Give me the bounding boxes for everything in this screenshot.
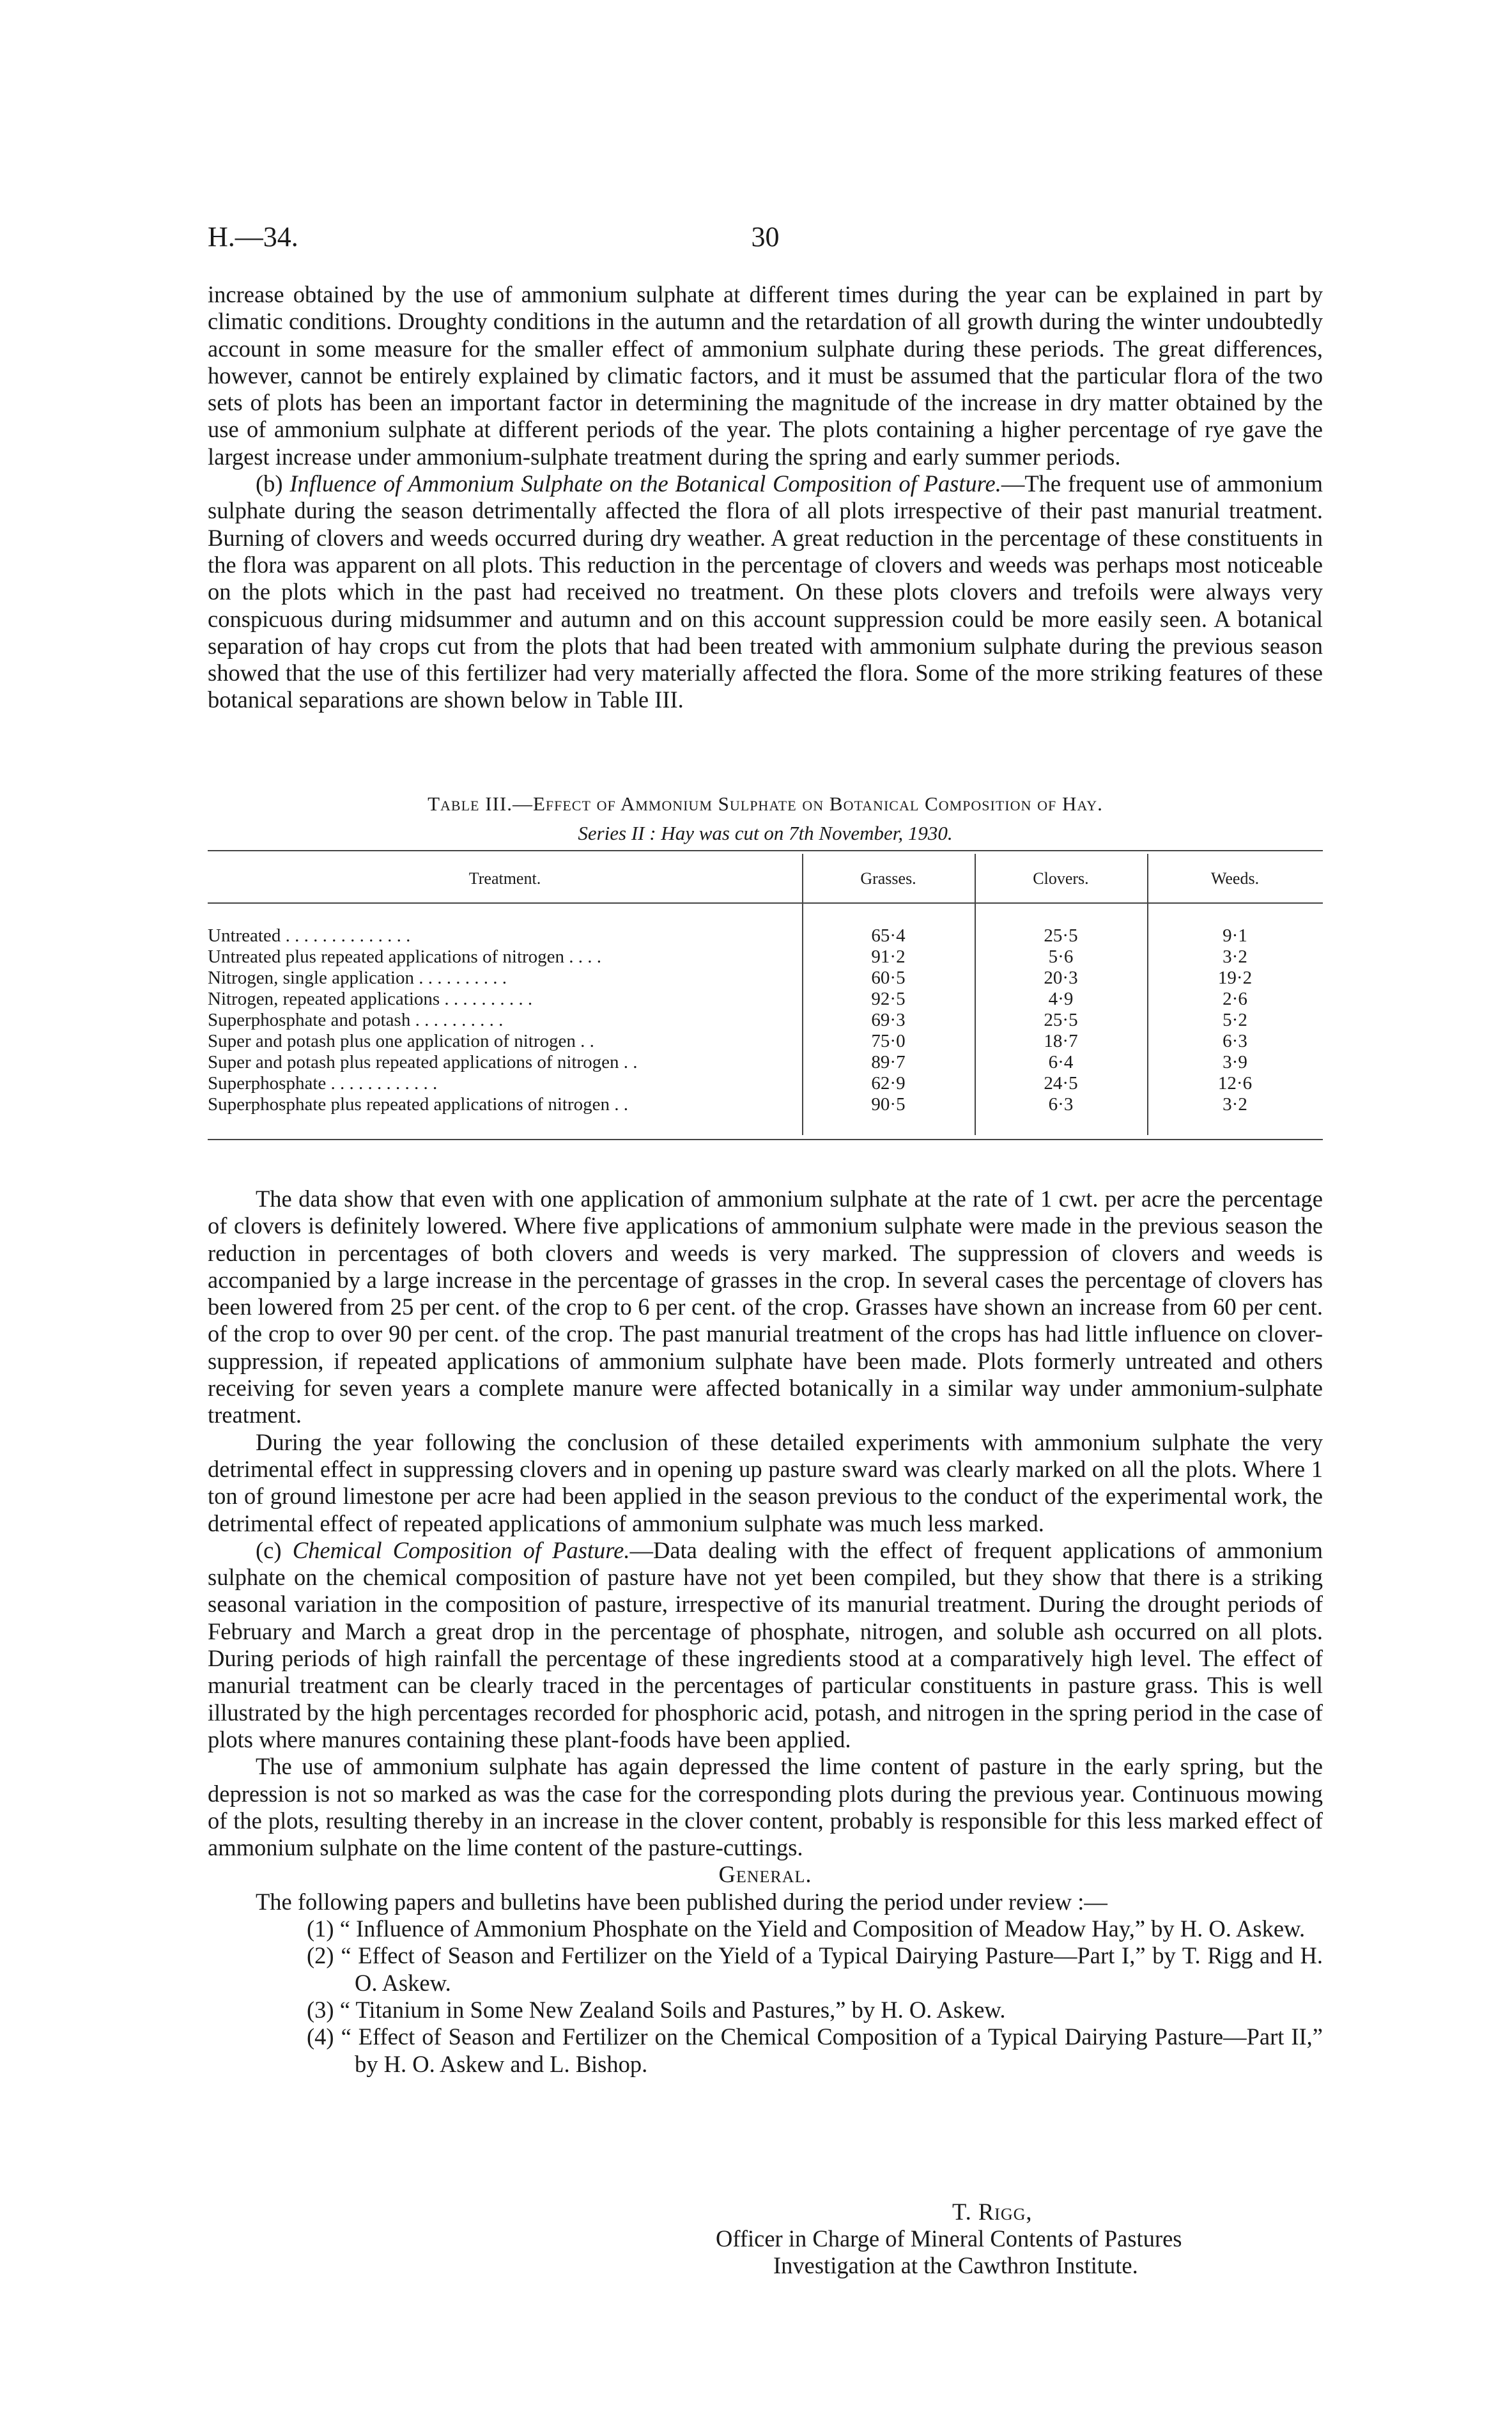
treatment-cell: Nitrogen, single application . . . . . . . . . . bbox=[208, 968, 507, 988]
clovers-cell: 6·3 bbox=[1048, 1094, 1074, 1115]
treatment-cell: Super and potash plus repeated applications of nitrogen . . bbox=[208, 1052, 638, 1072]
treatment-cell: Nitrogen, repeated applications . . . . . . . . . . bbox=[208, 989, 533, 1009]
table-row bbox=[208, 947, 1323, 968]
weeds-cell: 2·6 bbox=[1223, 989, 1247, 1009]
upper-text-block bbox=[208, 281, 1323, 714]
clovers-cell: 6·4 bbox=[1048, 1052, 1074, 1072]
section-c-paragraph bbox=[208, 1537, 1323, 1753]
page-number: 30 bbox=[751, 221, 780, 252]
clovers-cell: 5·6 bbox=[1048, 947, 1074, 967]
table-row bbox=[208, 1010, 1323, 1031]
publication-item bbox=[208, 1915, 1323, 1942]
clovers-cell: 18·7 bbox=[1044, 1031, 1078, 1051]
grasses-cell: 89·7 bbox=[871, 1052, 906, 1072]
column-header-clovers: Clovers. bbox=[1033, 869, 1089, 888]
table-row bbox=[208, 1094, 1323, 1115]
publication-item bbox=[208, 1997, 1323, 2023]
during-year-paragraph: During the year following the conclusion of these detailed experiments with ammonium sulphate the very detrimental effect in suppressing clovers and in opening up pasture sward was clearly marked on all the plots. Where 1 ton of ground limestone per acre had been applied in the season previous to the conduct of the experimental work, the detrimental effect of repeated applications of ammonium sulphate was much less marked. bbox=[208, 1428, 1323, 1536]
column-header-grasses: Grasses. bbox=[860, 869, 916, 888]
publication-item bbox=[208, 2023, 1323, 2078]
signature-name: T. Rigg, bbox=[952, 2199, 1033, 2225]
grasses-cell: 65·4 bbox=[871, 925, 906, 946]
publication-item bbox=[208, 1942, 1323, 1997]
grasses-cell: 75·0 bbox=[871, 1031, 906, 1051]
clovers-cell: 25·5 bbox=[1044, 1010, 1078, 1030]
section-b-paragraph bbox=[208, 470, 1323, 714]
treatment-cell: Untreated . . . . . . . . . . . . . . bbox=[208, 925, 411, 946]
section-c-label: (c) bbox=[256, 1536, 293, 1563]
weeds-cell: 9·1 bbox=[1223, 925, 1247, 946]
clovers-cell: 4·9 bbox=[1048, 989, 1074, 1009]
signature-title-line1: Officer in Charge of Mineral Contents of Pastures bbox=[716, 2225, 1182, 2252]
grasses-cell: 69·3 bbox=[871, 1010, 906, 1030]
table-row bbox=[208, 1052, 1323, 1073]
general-heading: General. bbox=[718, 1861, 812, 1888]
publication-number: (4) bbox=[307, 2023, 334, 2050]
table-row bbox=[208, 1073, 1323, 1094]
table-bottom-rule bbox=[208, 1139, 1323, 1140]
weeds-cell: 3·2 bbox=[1223, 1094, 1247, 1115]
grasses-cell: 62·9 bbox=[871, 1073, 906, 1094]
weeds-cell: 5·2 bbox=[1223, 1010, 1247, 1030]
section-c-heading: Chemical Composition of Pasture. bbox=[292, 1536, 630, 1563]
table-row bbox=[208, 1031, 1323, 1052]
weeds-cell: 12·6 bbox=[1217, 1073, 1253, 1094]
table-row bbox=[208, 925, 1323, 947]
table-title: Table III.—Effect of Ammonium Sulphate on Botanical Composition of Hay. bbox=[428, 793, 1103, 815]
intro-paragraph: increase obtained by the use of ammonium sulphate at different times during the year can be explained in part by climatic conditions. Droughty conditions in the autumn and the retardation of all growth during the winter undoubtedly account in some measure for the smaller effect of ammonium sulphate during these periods. The great differences, however, cannot be entirely explained by climatic factors, and it must be assumed that the particular flora of the two sets of plots has been an important factor in determining the magnitude of the increase in dry matter obtained by the use of ammonium sulphate at different periods of the year. The plots containing a higher percentage of rye gave the largest increase under ammonium-sulphate treatment during the spring and early summer periods. bbox=[208, 281, 1323, 470]
grasses-cell: 92·5 bbox=[871, 989, 906, 1009]
publication-number: (1) bbox=[307, 1915, 334, 1942]
lower-text-block bbox=[208, 1186, 1323, 2078]
section-c-text: —Data dealing with the effect of frequent applications of ammonium sulphate on the chemical composition of pasture have not yet been compiled, but they show that there is a striking seasonal variation in the composition of pasture, irrespective of its manurial treatment. During the drought periods of February and March a great drop in the percentage of phosphate, nitrogen, and soluble ash occurred on all plots. During periods of high rainfall the percentage of these ingredients stood at a comparatively high level. The effect of manurial treatment can be clearly traced in the percentages of particular constituents in pasture grass. This is well illustrated by the high percentages recorded for phosphoric acid, potash, and nitrogen in the spring period in the case of plots where manures containing these plant-foods have been applied. bbox=[208, 1536, 1323, 1752]
general-intro: The following papers and bulletins have been published during the period under review :— bbox=[256, 1888, 1107, 1915]
section-b-heading: Influence of Ammonium Sulphate on the Botanical Composition of Pasture. bbox=[289, 470, 1001, 497]
treatment-cell: Untreated plus repeated applications of nitrogen . . . . bbox=[208, 947, 602, 967]
table-row bbox=[208, 989, 1323, 1010]
grasses-cell: 90·5 bbox=[871, 1094, 906, 1115]
publication-text: “ Effect of Season and Fertilizer on the Yield of a Typical Dairying Pasture—Part I,” by T. Rigg and H. O. Askew. bbox=[341, 1942, 1323, 1996]
clovers-cell: 20·3 bbox=[1044, 968, 1078, 988]
publication-text: “ Influence of Ammonium Phosphate on the Yield and Composition of Meadow Hay,” by H. O. Askew. bbox=[339, 1915, 1306, 1942]
weeds-cell: 3·9 bbox=[1223, 1052, 1247, 1072]
table-top-rule bbox=[208, 850, 1323, 851]
column-header-weeds: Weeds. bbox=[1210, 869, 1260, 888]
treatment-cell: Superphosphate and potash . . . . . . . . . . bbox=[208, 1010, 504, 1030]
clovers-cell: 25·5 bbox=[1044, 925, 1078, 946]
signature-title-line2: Investigation at the Cawthron Institute. bbox=[773, 2252, 1138, 2278]
weeds-cell: 6·3 bbox=[1223, 1031, 1247, 1051]
treatment-cell: Super and potash plus one application of nitrogen . . bbox=[208, 1031, 594, 1051]
publication-number: (3) bbox=[307, 1996, 334, 2023]
weeds-cell: 19·2 bbox=[1217, 968, 1253, 988]
clovers-cell: 24·5 bbox=[1044, 1073, 1078, 1094]
column-header-treatment: Treatment. bbox=[468, 869, 541, 888]
lime-paragraph: The use of ammonium sulphate has again depressed the lime content of pasture in the early spring, but the depression is not so marked as was the case for the corresponding plots during the previous year. Continuous mowing of the plots, resulting thereby in an increase in the clover content, probably is responsible for this less marked effect of ammonium sulphate on the lime content of the pasture-cuttings. bbox=[208, 1753, 1323, 1861]
weeds-cell: 3·2 bbox=[1223, 947, 1247, 967]
publication-number: (2) bbox=[307, 1942, 334, 1969]
publication-text: “ Titanium in Some New Zealand Soils and Pastures,” by H. O. Askew. bbox=[339, 1996, 1006, 2023]
grasses-cell: 60·5 bbox=[871, 968, 906, 988]
page-header bbox=[208, 220, 1323, 259]
section-b-text: —The frequent use of ammonium sulphate during the season detrimentally affected the flora of all plots irrespective of their past manurial treatment. Burning of clovers and weeds occurred during dry weather. A great reduction in the percentage of these constituents in the flora was apparent on all plots. This reduction in the percentage of clovers and weeds was perhaps most noticeable on the plots which in the past had received no treatment. On these plots clovers and trefoils were always very conspicuous during midsummer and autumn and on this account suppression could be more easily seen. A botanical separation of hay crops cut from the plots that had been treated with ammonium sulphate during the previous season showed that the use of this fertilizer had very materially affected the flora. Some of the more striking features of these botanical separations are shown below in Table III. bbox=[208, 470, 1323, 713]
table-row bbox=[208, 968, 1323, 989]
botanical-composition-table bbox=[208, 850, 1323, 1144]
section-b-label: (b) bbox=[256, 470, 290, 497]
table-header-rule bbox=[208, 902, 1323, 904]
publication-text: “ Effect of Season and Fertilizer on the Chemical Composition of a Typical Dairying Pasture—Part II,” by H. O. Askew and L. Bishop. bbox=[341, 2023, 1323, 2077]
grasses-cell: 91·2 bbox=[871, 947, 906, 967]
table-subtitle: Series II : Hay was cut on 7th November, 1930. bbox=[578, 822, 953, 844]
treatment-cell: Superphosphate plus repeated applications of nitrogen . . bbox=[208, 1094, 628, 1115]
report-code: H.—34. bbox=[208, 221, 298, 252]
data-show-paragraph: The data show that even with one application of ammonium sulphate at the rate of 1 cwt. per acre the percentage of clovers is definitely lowered. Where five applications of ammonium sulphate were made in the previous season the reduction in percentages of both clovers and weeds is very marked. The suppression of clovers and weeds is accompanied by a large increase in the percentage of grasses in the crop. In several cases the percentage of clovers has been lowered from 25 per cent. of the crop to 6 per cent. of the crop. Grasses have shown an increase from 60 per cent. of the crop to over 90 per cent. of the crop. The past manurial treatment of the crops has had little influence on clover-suppression, if repeated applications of ammonium sulphate have been made. Plots formerly untreated and others receiving for seven years a complete manure were affected botanically in a similar way under ammonium-sulphate treatment. bbox=[208, 1186, 1323, 1428]
treatment-cell: Superphosphate . . . . . . . . . . . . bbox=[208, 1073, 438, 1094]
